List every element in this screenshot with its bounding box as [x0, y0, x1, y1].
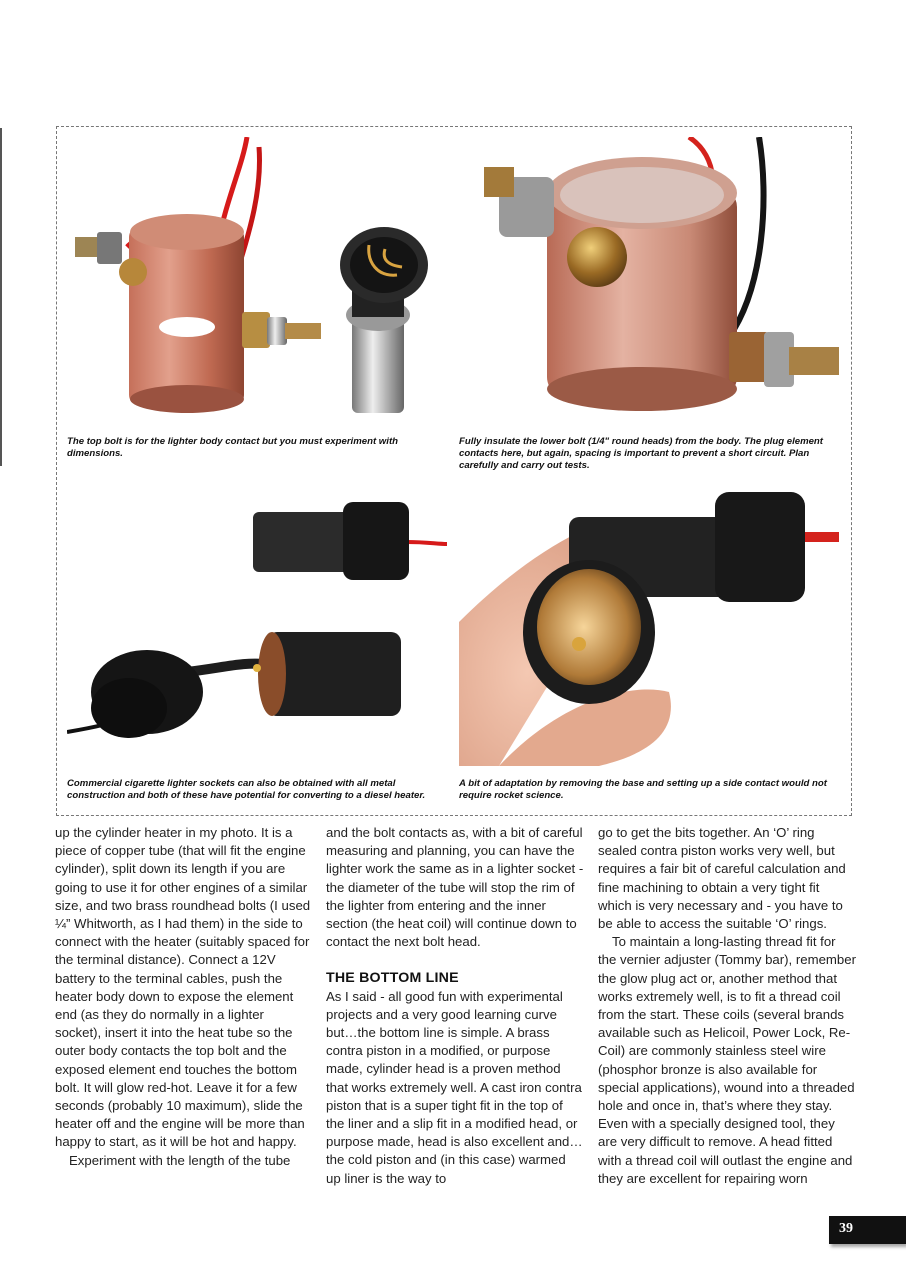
left-margin-rule: [0, 128, 2, 466]
paragraph: go to get the bits together. An ‘O’ ring sealed contra piston works very well, but requires a fair bit of careful calculation and fine machining to obtain a very tight fit which is very necessary and - you have to be able to access the suitable ‘O’ rings.: [598, 825, 846, 932]
caption-top-left: The top bolt is for the lighter body contact but you must experiment with dimensions.: [67, 436, 398, 459]
paragraph: To maintain a long-lasting thread fit for the vernier adjuster (Tommy bar), remember the glow plug act or, another method that works extremely well, is to fit a thread coil from the start. These coils (several brands available such as Helicoil, Power Lock, Re-Coil) are commonly stainless steel wire (phosphor bronze is also available for special applications), wound into a threaded hole and once in, that’s where they stay. Even with a specially designed tool, they are very difficult to remove. A head fitted with a thread coil will outlast the engine and they are excellent for repairing worn: [598, 934, 856, 1186]
paragraph: Experiment with the length of the tube: [69, 1152, 291, 1168]
caption-bottom-left: Commercial cigarette lighter sockets can also be obtained with all metal construction and both of these have potential for converting to a diesel heater.: [67, 778, 426, 801]
paragraph: and the bolt contacts as, with a bit of careful measuring and planning, you can have the lighter work the same as in a lighter socket - the diameter of the tube will stop the rim of the lighter from entering and the inner section (the heat coil) will continue down to contact the next bolt head.: [326, 825, 584, 950]
paragraph: As I said - all good fun with experimental projects and a very good learning curve but…the bottom line is simple. A brass contra piston in a modified, or purpose made, cylinder head is a proven method that works extremely well. A cast iron contra piston that is a super tight fit in the top of the liner and a slip fit in a modified head, or purpose made, head is also excellent and…the cold piston and (in this case) warmed up liner is the way to: [326, 988, 583, 1186]
paragraph: up the cylinder heater in my photo. It is a piece of copper tube (that will fit the engine cylinder), split down its length if you are going to use it for other engines of a similar size, and two brass roundhead bolts (I used ¼” Whitworth, as I had them) in the side to connect with the heater (suitably spaced for the terminal distance). Connect a 12V battery to the terminal cables, push the heater body down to expose the element end (as they do normally in a lighter socket), insert it into the heat tube so the outer body contacts the top bolt and the exposed element end touches the bottom bolt. It will glow red-hot. Leave it for a few seconds (probably 10 maximum), slide the heater off and the engine will be more than happy to start, as it will be hot and happy.: [55, 825, 311, 1150]
article-column-2: [326, 824, 584, 1188]
photo-hand-adapted-socket: [459, 492, 839, 766]
photo-commercial-lighter-sockets: [67, 492, 447, 772]
article-column-1: [55, 824, 313, 1170]
page-number-tab: [829, 1216, 906, 1244]
section-heading: THE BOTTOM LINE: [326, 970, 459, 987]
photo-panel: [56, 126, 852, 816]
photo-insulated-bolt-closeup: [459, 137, 839, 425]
caption-bottom-right: A bit of adaptation by removing the base and setting up a side contact would not require rocket science.: [459, 778, 827, 801]
article-column-3: [598, 824, 856, 1188]
page-number: 39: [839, 1221, 853, 1236]
caption-top-right: Fully insulate the lower bolt (1/4" round heads) from the body. The plug element contacts here, but again, spacing is important to prevent a short circuit. Plan carefully and carry out tests.: [459, 436, 823, 471]
photo-copper-tube-bolts: [67, 137, 445, 425]
